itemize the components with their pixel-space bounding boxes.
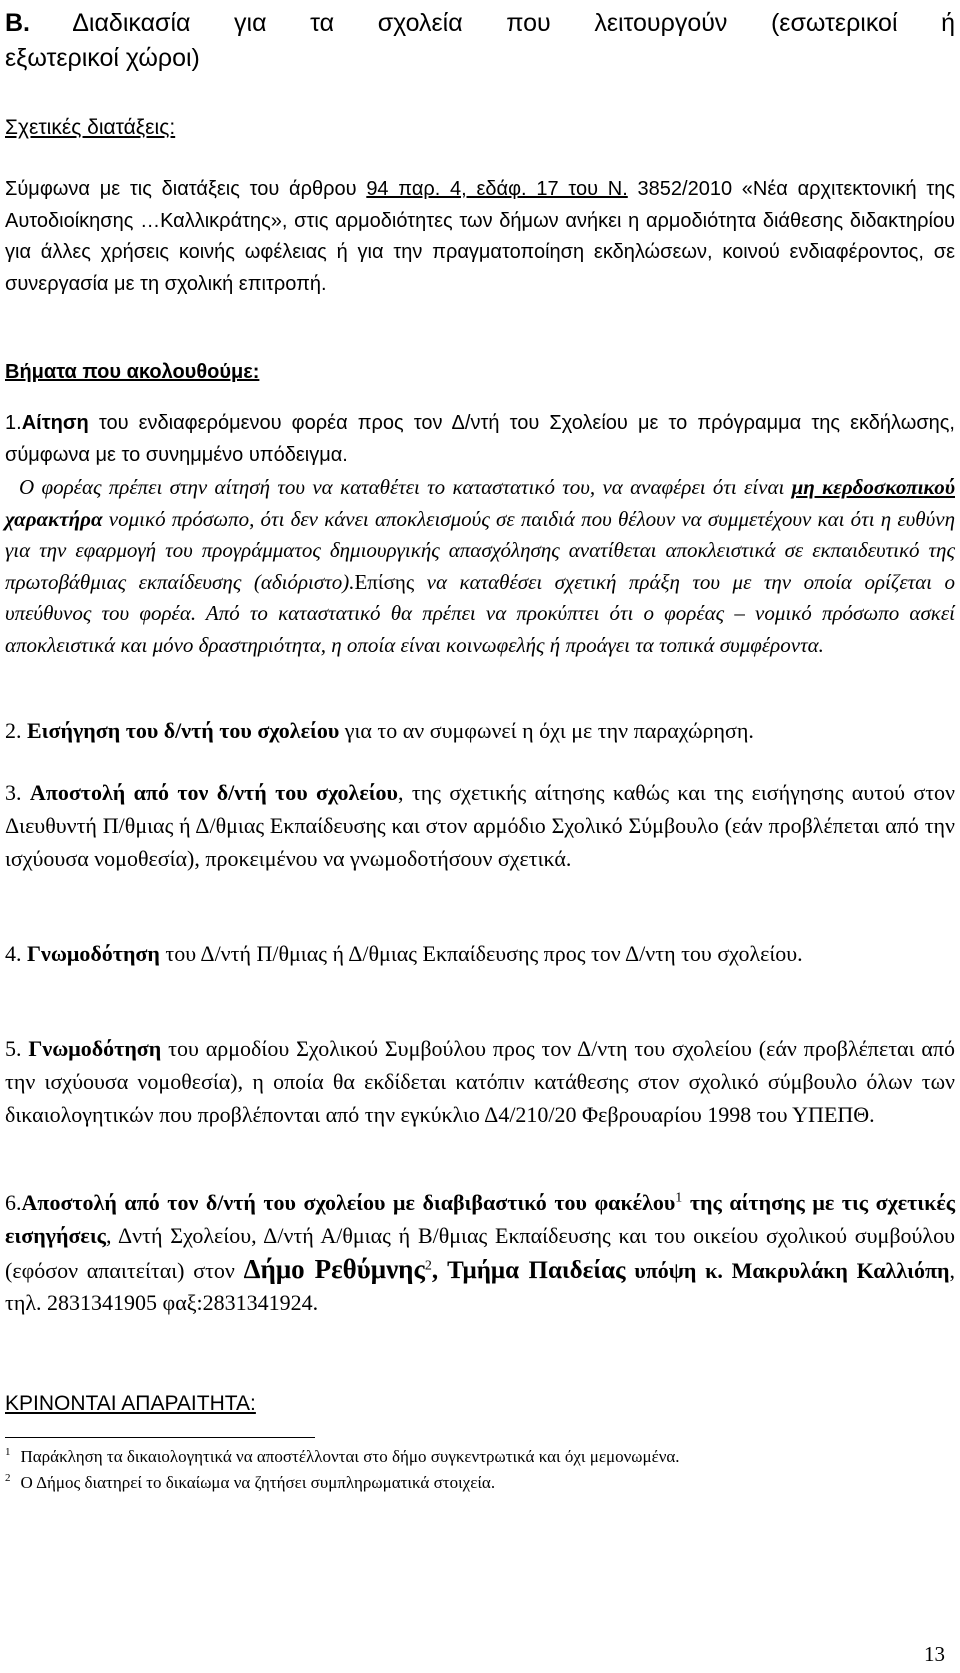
footnote-text: Παράκληση τα δικαιολογητικά να αποστέλλονται στο δήμο συγκεντρωτικά και όχι μεμονωμένα. bbox=[20, 1447, 680, 1466]
contact-person: υπόψη κ. Μακρυλάκη Καλλιόπη bbox=[625, 1257, 950, 1283]
step-4 bbox=[5, 938, 955, 971]
title-word: τα bbox=[310, 9, 335, 37]
title-word: λειτουργούν bbox=[594, 9, 728, 37]
step-1-title: Αίτηση bbox=[21, 412, 89, 434]
title-word: που bbox=[506, 9, 551, 37]
section-title-line-1 bbox=[5, 6, 955, 41]
step-1-requirements bbox=[5, 472, 955, 662]
footnote-ref-1: 1 bbox=[675, 1190, 683, 1206]
req-text-normal: Επίσης bbox=[354, 569, 415, 594]
footnote-mark: 1 bbox=[5, 1446, 11, 1459]
footnote-2 bbox=[5, 1472, 495, 1494]
steps-heading-text: Βήματα που ακολουθούμε: bbox=[5, 361, 260, 383]
intro-rest: 3852/2010 «Νέα αρχιτεκτονική της Αυτοδιοίκησης …Καλλικράτης», στις αρμοδιότητες των δήμων ανήκει η αρμοδιότητα διάθεσης διδακτηρίου για άλλες χρήσεις κοινής ωφέλειας ή για την πραγματοποίηση εκδηλώσεων, κοινού ενδιαφέροντος, σε συνεργασία με τη σχολική επιτροπή. bbox=[5, 178, 956, 295]
step-6 bbox=[5, 1187, 955, 1320]
step-2 bbox=[5, 715, 955, 748]
section-letter: Β. bbox=[5, 9, 30, 37]
step-number: 6. bbox=[5, 1190, 22, 1215]
footnote-1 bbox=[5, 1446, 680, 1468]
step-1 bbox=[5, 408, 955, 471]
step-1-text: του ενδιαφερόμενου φορέα προς τον Δ/ντή του Σχολείου με το πρόγραμμα της εκδήλωσης, σύμφωνα με το συνημμένο υπόδειγμα. bbox=[5, 412, 955, 466]
footnote-separator bbox=[5, 1437, 315, 1438]
step-4-title: Γνωμοδότηση bbox=[27, 941, 160, 966]
step-4-text: του Δ/ντή Π/θμιας ή Δ/θμιας Εκπαίδευσης προς τον Δ/ντη του σχολείου. bbox=[159, 941, 803, 966]
title-word: (εσωτερικοί bbox=[770, 9, 898, 37]
provisions-heading: Σχετικές διατάξεις: bbox=[5, 116, 176, 139]
section-title-line-2: εξωτερικοί χώροι) bbox=[5, 44, 200, 72]
section-title bbox=[5, 6, 955, 76]
req-text-b: νομικό πρόσωπο, ότι δεν κάνει αποκλεισμούς σε παιδιά που θέλουν να συμμετέχουν και ότι η ευθύνη για την εφαρμογή του προγράμματος δημιουργικής απασχόλησης ανατίθεται αποκλειστικά σε εκπαιδευτικό της πρωτοβάθμιας εκπαίδευσης (αδιόριστο). bbox=[5, 506, 955, 594]
step-number: 5. bbox=[5, 1036, 29, 1061]
step-6-title-cont: της αίτησης με τις σχετικές εισηγήσεις bbox=[5, 1190, 955, 1248]
step-3-text: , της σχετικής αίτησης καθώς και της εισήγησης αυτού στον Διευθυντή Π/θμιας ή Δ/θμιας Εκπαίδευσης και στον αρμόδιο Σχολικό Σύμβουλο (εάν προβλέπεται από την ισχύουσα νομοθεσία), προκειμένου να γνωμοδοτήσουν σχετικά. bbox=[5, 780, 955, 871]
title-word: ή bbox=[941, 9, 955, 37]
step-number: 4. bbox=[5, 941, 27, 966]
intro-start: Σύμφωνα με τις διατάξεις του άρθρου bbox=[5, 178, 367, 200]
title-word: για bbox=[234, 9, 267, 37]
step-number: 2. bbox=[5, 718, 27, 743]
step-3 bbox=[5, 777, 955, 875]
non-profit-emphasis: μη κερδοσκοπικού bbox=[791, 475, 955, 499]
footnote-text: Ο Δήμος διατηρεί το δικαίωμα να ζητήσει συμπληρωματικά στοιχεία. bbox=[20, 1473, 496, 1492]
title-word: σχολεία bbox=[377, 9, 463, 37]
character-emphasis: χαρακτήρα bbox=[5, 506, 103, 531]
provisions-paragraph bbox=[5, 174, 955, 300]
municipality-name: Δήμο Ρεθύμνης bbox=[243, 1253, 425, 1284]
footnote-ref-2: 2 bbox=[424, 1258, 432, 1274]
department-name: , Τμήμα Παιδείας bbox=[431, 1256, 626, 1284]
step-5 bbox=[5, 1033, 955, 1131]
step-2-title: Εισήγηση του δ/ντή του σχολείου bbox=[27, 718, 340, 743]
required-heading: ΚΡΙΝΟΝΤΑΙ ΑΠΑΡΑΙΤΗΤΑ: bbox=[5, 1392, 256, 1415]
steps-heading bbox=[5, 361, 955, 384]
step-3-title: Αποστολή από τον δ/ντή του σχολείου bbox=[29, 780, 398, 805]
step-5-title: Γνωμοδότηση bbox=[28, 1036, 162, 1061]
step-number: 3. bbox=[5, 780, 30, 805]
title-word: Διαδικασία bbox=[72, 9, 191, 37]
req-text-c: να καταθέσει σχετική πράξη του με την οποία ορίζεται ο υπεύθυνος του φορέα. Από το καταστατικό θα πρέπει να προκύπτει ότι ο φορέας – νομικό πρόσωπο ασκεί αποκλειστικά και μόνο δραστηριότητα, η οποία είναι κοινωφελής ή προάγει τα τοπικά συμφέροντα. bbox=[5, 569, 955, 657]
step-2-text: για το αν συμφωνεί η όχι με την παραχώρηση. bbox=[339, 718, 754, 743]
step-number: 1. bbox=[5, 412, 22, 434]
footnote-mark: 2 bbox=[5, 1472, 11, 1485]
step-5-text: του αρμοδίου Σχολικού Συμβούλου προς τον Δ/ντη του σχολείου (εάν προβλέπεται από την ισχύουσα νομοθεσία), η οποία θα εκδίδεται κατόπιν κατάθεσης στον σχολικό σύμβουλο όλων των δικαιολογητικών που προβλέπονται από την εγκύκλιο Δ4/210/20 Φεβρουαρίου 1998 του ΥΠΕΠΘ. bbox=[5, 1036, 955, 1127]
req-text-a: Ο φορέας πρέπει στην αίτησή του να καταθέτει το καταστατικό του, να αναφέρει ότι είναι bbox=[19, 475, 792, 499]
step-6-title: Αποστολή από τον δ/ντή του σχολείου με διαβιβαστικό του φακέλου bbox=[21, 1190, 676, 1215]
page-number: 13 bbox=[924, 1642, 945, 1666]
law-reference: 94 παρ. 4, εδάφ. 17 του Ν. bbox=[366, 178, 628, 200]
contact-details: , τηλ. 2831341905 φαξ:2831341924. bbox=[5, 1257, 956, 1316]
step-6-text-a: , Δντή Σχολείου, Δ/ντή Α/θμιας ή Β/θμιας Εκπαίδευσης και του οικείου σχολικού συμβούλου (εφόσον απαιτείται) στον bbox=[5, 1222, 955, 1283]
